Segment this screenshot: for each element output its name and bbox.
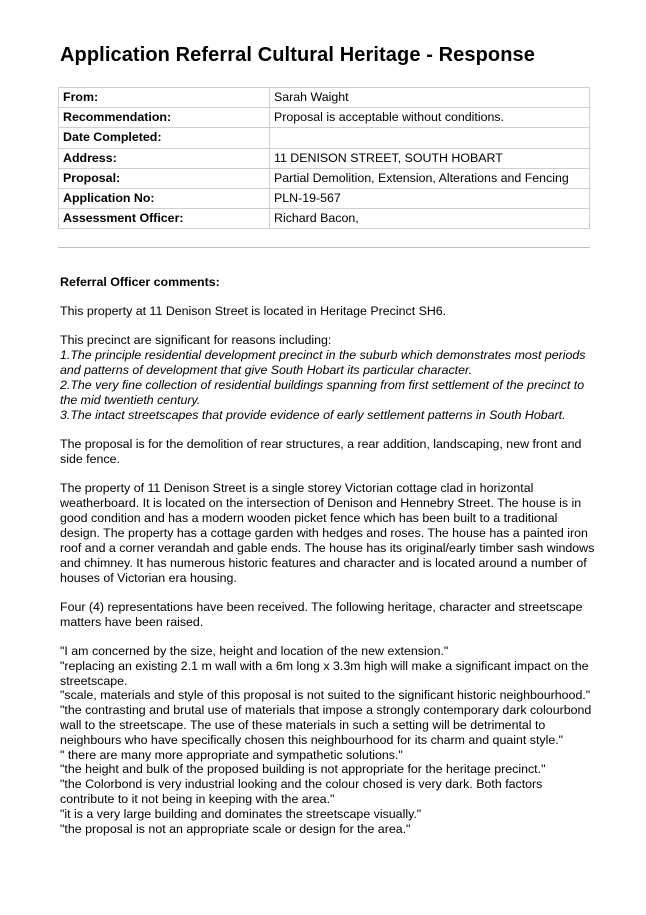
row-value: Proposal is acceptable without conditions. [270, 108, 590, 128]
quote-line: "the Colorbond is very industrial looking and the colour chosed is very dark. Both factors contribute to it not being in keeping with the area." [60, 777, 543, 806]
row-value: 11 DENISON STREET, SOUTH HOBART [270, 148, 590, 168]
row-label: Address: [59, 148, 270, 168]
row-label: Date Completed: [59, 128, 270, 148]
significance-item: 3.The intact streetscapes that provide evidence of early settlement patterns in South Hobart. [60, 408, 566, 422]
comments-heading: Referral Officer comments: [60, 275, 220, 289]
row-label: Proposal: [59, 168, 270, 188]
quote-line: "the height and bulk of the proposed building is not appropriate for the heritage precinct." [60, 762, 546, 777]
table-row [59, 148, 590, 168]
paragraph-location: This property at 11 Denison Street is located in Heritage Precinct SH6. [60, 304, 447, 318]
significance-intro: This precinct are significant for reasons including: [60, 333, 332, 347]
row-label: Recommendation: [59, 108, 270, 128]
quote-line: "the proposal is not an appropriate scale or design for the area." [60, 821, 411, 836]
quote-line: "it is a very large building and dominates the streetscape visually." [60, 806, 422, 821]
section-divider [58, 247, 590, 248]
referral-details-table [58, 87, 590, 229]
paragraph-proposal: The proposal is for the demolition of rear structures, a rear addition, landscaping, new front and side fence. [60, 437, 582, 466]
paragraph-significance [60, 333, 595, 423]
table-row [59, 128, 590, 148]
row-value: Richard Bacon, [270, 209, 590, 229]
row-label: From: [59, 88, 270, 108]
representation-quotes [60, 644, 595, 836]
quote-line: "replacing an existing 2.1 m wall with a 6m long x 3.3m high will make a significant impact on the streetscape. [60, 658, 589, 688]
table-row [59, 168, 590, 188]
row-value: Sarah Waight [270, 88, 590, 108]
significance-item: 1.The principle residential development precinct in the suburb which demonstrates most periods and patterns of development that give South Hobart its particular character. [60, 348, 586, 377]
paragraph-representations: Four (4) representations have been received. The following heritage, character and streetscape matters have been raised. [60, 600, 583, 629]
table-row [59, 108, 590, 128]
table-row [59, 188, 590, 208]
page-title: Application Referral Cultural Heritage - Response [60, 44, 535, 66]
row-label: Assessment Officer: [59, 209, 270, 229]
row-value: Partial Demolition, Extension, Alterations and Fencing [270, 168, 590, 188]
table-row [59, 209, 590, 229]
quote-line: "the contrasting and brutal use of materials that impose a strongly contemporary dark colourbond wall to the streetscape. The use of these materials in such a setting will be detrimental to neighbours who have specifically chosen this neighbourhood for its charm and quaint style." [60, 703, 592, 747]
quote-line: " there are many more appropriate and sympathetic solutions." [60, 747, 403, 762]
row-value [270, 128, 590, 148]
paragraph-property: The property of 11 Denison Street is a single storey Victorian cottage clad in horizontal weatherboard. It is located on the intersection of Denison and Hennebry Street. The house is in good condition and has a modern wooden picket fence which has been built to a traditional design. The property has a cottage garden with hedges and roses. The house has a painted iron roof and a corner verandah and gable ends. The house has its original/early timber sash windows and chimney. It has numerous historic features and character and is located around a number of houses of Victorian era housing. [60, 481, 595, 585]
quote-line: "I am concerned by the size, height and location of the new extension." [60, 644, 449, 658]
referral-comments [60, 275, 595, 836]
row-value: PLN-19-567 [270, 188, 590, 208]
table-row [59, 88, 590, 108]
quote-line: "scale, materials and style of this proposal is not suited to the significant historic neighbourhood." [60, 688, 591, 703]
row-label: Application No: [59, 188, 270, 208]
significance-item: 2.The very fine collection of residential buildings spanning from first settlement of the precinct to the mid twentieth century. [60, 378, 585, 407]
